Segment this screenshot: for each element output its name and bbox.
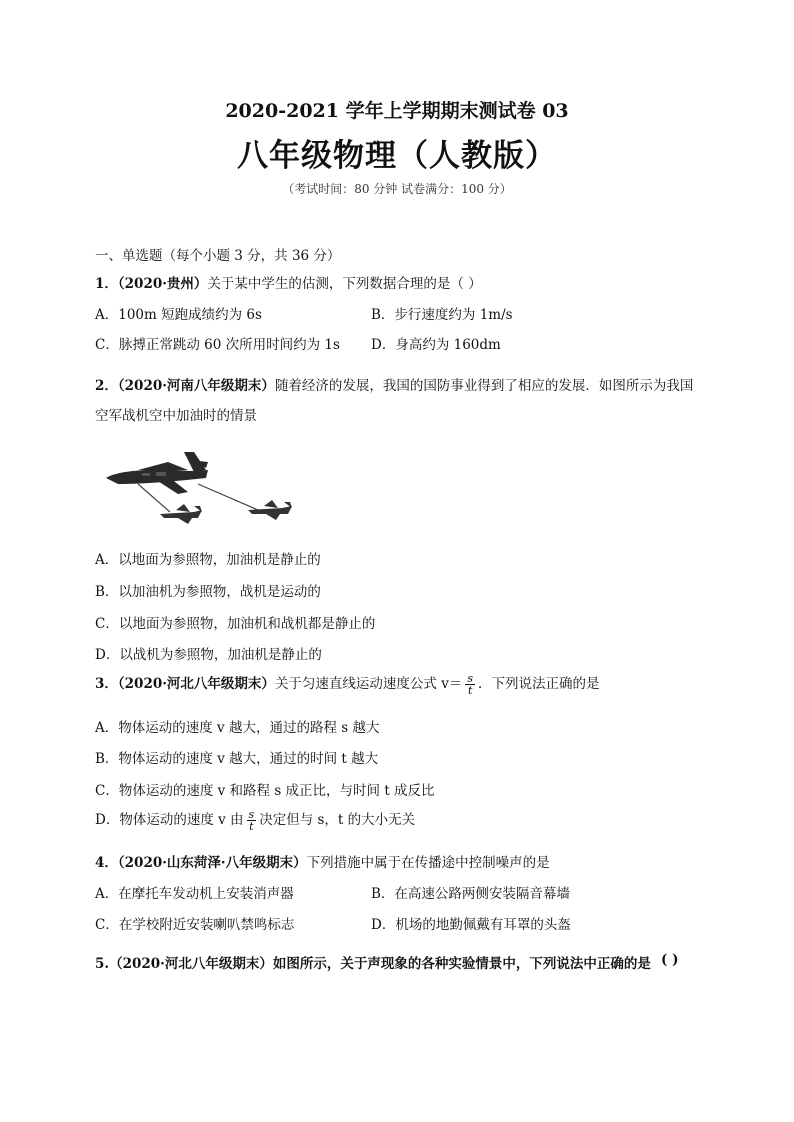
section-heading: 一、单选题（每个小题 3 分，共 36 分） bbox=[95, 248, 341, 264]
speed-formula-fraction bbox=[465, 673, 475, 696]
q2-option-d: D．以战机为参照物，加油机是静止的 bbox=[95, 647, 322, 663]
q3-option-d bbox=[95, 808, 415, 832]
q1-number: 1． bbox=[95, 276, 118, 292]
q2-stem: 随着经济的发展，我国的国防事业得到了相应的发展．如图所示为我国 bbox=[274, 378, 694, 394]
q1-option-b: B．步行速度约为 1m/s bbox=[371, 307, 513, 323]
q3-number: 3． bbox=[95, 676, 118, 692]
q4-stem: 下列措施中属于在传播途中控制噪声的是 bbox=[306, 855, 550, 871]
q3-option-a: A．物体运动的速度 v 越大，通过的路程 s 越大 bbox=[95, 720, 380, 736]
frac-denominator: t bbox=[249, 820, 254, 833]
question-5: 5.（2020·河北八年级期末）如图所示，关于声现象的各种实验情景中，下列说法中正确的是 bbox=[95, 956, 651, 972]
tanker-plane-icon bbox=[106, 452, 208, 494]
frac-denominator: t bbox=[467, 684, 473, 697]
q3-option-d-pre: D．物体运动的速度 v 由 bbox=[95, 812, 244, 828]
q3-option-b: B．物体运动的速度 v 越大，通过的时间 t 越大 bbox=[95, 751, 379, 767]
question-1 bbox=[95, 272, 482, 292]
q1-option-a: A．100m 短跑成绩约为 6s bbox=[95, 307, 262, 323]
q3-source: （2020·河北八年级期末） bbox=[117, 676, 275, 692]
q2-option-c: C．以地面为参照物，加油机和战机都是静止的 bbox=[95, 616, 376, 632]
exam-title: 2020-2021 学年上学期期末测试卷 03 bbox=[225, 100, 569, 122]
q2-number: 2． bbox=[95, 378, 118, 394]
q5-answer-paren: ( ) bbox=[661, 952, 679, 968]
frac-numerator: s bbox=[248, 808, 255, 821]
question-3 bbox=[95, 672, 600, 696]
fighter-plane-icon bbox=[160, 504, 202, 524]
fighter-plane-icon bbox=[248, 500, 292, 520]
q2-option-a: A．以地面为参照物，加油机是静止的 bbox=[95, 552, 321, 568]
q4-option-a: A．在摩托车发动机上安装消声器 bbox=[95, 886, 294, 902]
q3-option-d-post: 决定但与 s，t 的大小无关 bbox=[259, 812, 416, 828]
q2-source: （2020·河南八年级期末） bbox=[117, 378, 275, 394]
q2-stem-line2: 空军战机空中加油时的情景 bbox=[95, 408, 257, 424]
q3-stem-post: ．下列说法正确的是 bbox=[478, 676, 600, 692]
frac-numerator: s bbox=[467, 672, 474, 685]
q1-option-c: C．脉搏正常跳动 60 次所用时间约为 1s bbox=[95, 337, 340, 353]
exam-time-note: （考试时间：80 分钟 试卷满分：100 分） bbox=[282, 182, 512, 196]
q4-option-d: D．机场的地勤佩戴有耳罩的头盔 bbox=[371, 917, 571, 933]
speed-formula-fraction bbox=[247, 809, 257, 832]
q1-option-d: D．身高约为 160dm bbox=[371, 337, 501, 353]
q4-number: 4． bbox=[95, 855, 118, 871]
q1-source: （2020·贵州） bbox=[117, 276, 208, 292]
aerial-refueling-image bbox=[98, 448, 298, 530]
q4-option-b: B．在高速公路两侧安装隔音幕墙 bbox=[371, 886, 570, 902]
question-4 bbox=[95, 851, 550, 871]
q4-source: （2020·山东菏泽·八年级期末） bbox=[117, 855, 307, 871]
question-2 bbox=[95, 374, 693, 394]
q4-option-c: C．在学校附近安装喇叭禁鸣标志 bbox=[95, 917, 295, 933]
q3-stem-pre: 关于匀速直线运动速度公式 v＝ bbox=[274, 676, 463, 692]
q2-option-b: B．以加油机为参照物，战机是运动的 bbox=[95, 584, 321, 600]
exam-subtitle: 八年级物理（人教版） bbox=[237, 138, 557, 174]
q3-option-c: C．物体运动的速度 v 和路程 s 成正比，与时间 t 成反比 bbox=[95, 783, 435, 799]
q1-stem: 关于某中学生的估测，下列数据合理的是（ ） bbox=[207, 276, 482, 292]
